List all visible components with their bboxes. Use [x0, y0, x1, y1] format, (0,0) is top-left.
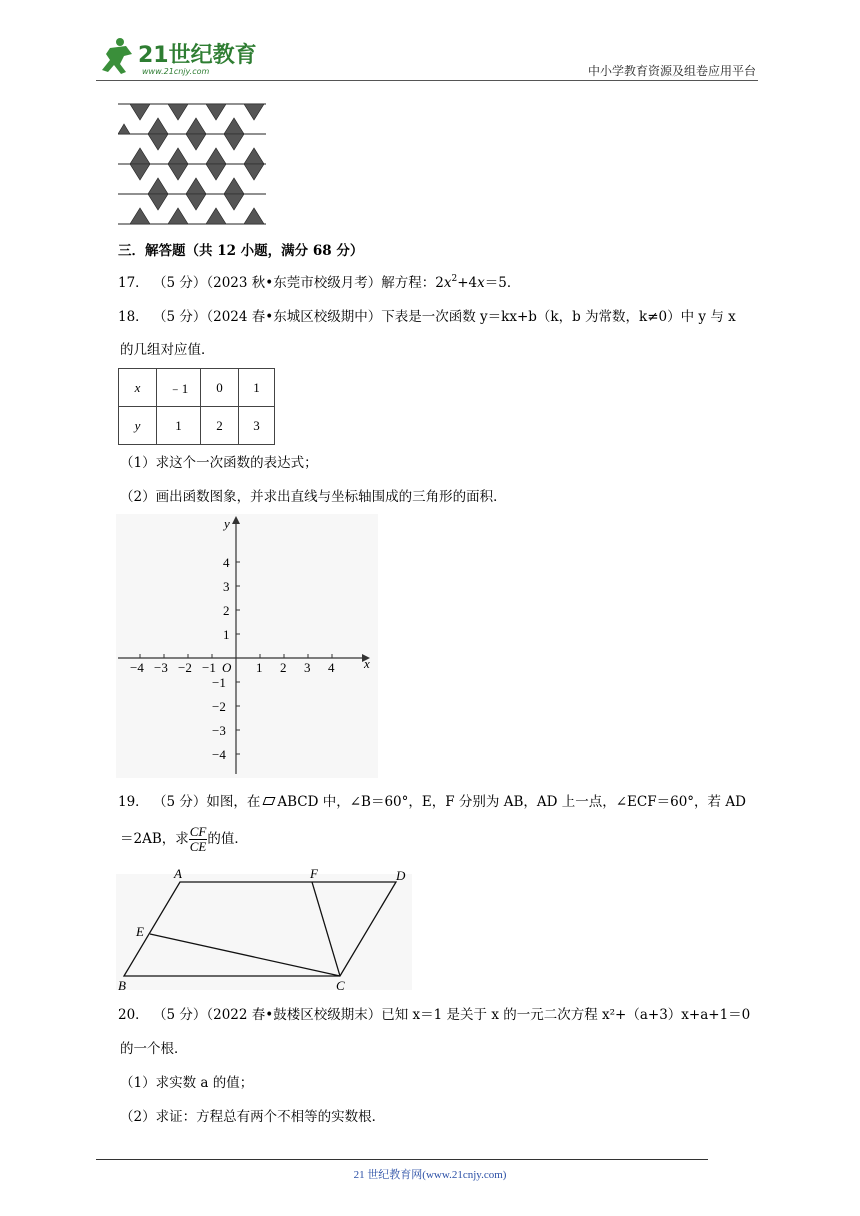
y-tick-label: −3	[212, 723, 226, 738]
origin-label: O	[222, 660, 232, 675]
coordinate-axes-figure	[116, 514, 378, 782]
q17-text-mid: +4	[457, 275, 478, 291]
q18-score: （5 分）	[152, 309, 207, 325]
footer-divider	[96, 1159, 708, 1160]
table-cell: 3	[239, 407, 275, 445]
q19-line1-b: ABCD 中，∠B＝60°，E，F 分别为 AB，AD 上一点，∠ECF＝60°，若 AD	[277, 794, 746, 810]
q19-line2-b: 的值．	[207, 831, 248, 847]
x-tick-label: −4	[130, 660, 144, 675]
y-tick-label: 2	[223, 603, 230, 618]
header-platform-text: 中小学教育资源及组卷应用平台	[587, 64, 756, 78]
q20-number: 20．	[118, 1007, 149, 1023]
q17-score: （5 分）	[152, 275, 207, 291]
point-a-label: A	[174, 866, 182, 881]
logo-wordmark: 21世纪教育	[138, 43, 256, 68]
y-tick-label: 1	[223, 627, 230, 642]
y-tick-label: −2	[212, 699, 226, 714]
table-row	[119, 369, 275, 407]
parallelogram-symbol	[263, 797, 276, 805]
q18-number: 18．	[118, 309, 149, 325]
point-e-label: E	[136, 924, 144, 939]
q18-line1: 下表是一次函数 y＝kx+b（k，b 为常数，k≠0）中 y 与 x	[381, 309, 736, 325]
y-tick-label: −1	[212, 675, 226, 690]
q18-source: （2024 春•东城区校级期中）	[206, 309, 382, 325]
parallelogram-figure	[116, 864, 416, 1000]
q20-part1: （1）求实数 a 的值；	[120, 1075, 254, 1091]
q19-number: 19．	[118, 794, 149, 810]
q18-line2: 的几组对应值．	[120, 342, 215, 358]
x-axis-label: x	[364, 656, 370, 671]
point-f-label: F	[310, 866, 318, 881]
q18-part1: （1）求这个一次函数的表达式；	[120, 455, 318, 471]
table-cell: x	[119, 369, 157, 407]
x-tick-label: 4	[328, 660, 335, 675]
question-19-line2	[120, 824, 248, 854]
logo-url: www.21cnjy.com	[142, 67, 210, 76]
table-row	[119, 407, 275, 445]
x-tick-label: −3	[154, 660, 168, 675]
q17-text-end: ＝5．	[484, 275, 521, 291]
question-20-line1	[118, 1006, 750, 1024]
q18-part2: （2）画出函数图象，并求出直线与坐标轴围成的三角形的面积．	[120, 489, 507, 505]
point-d-label: D	[396, 868, 406, 883]
q19-line1-a: 如图，在	[206, 794, 261, 810]
x-tick-label: −1	[202, 660, 216, 675]
q20-line1: 已知 x＝1 是关于 x 的一元二次方程 x²+（a+3）x+a+1＝0	[381, 1007, 751, 1023]
q17-source: （2023 秋•东莞市校级月考）	[206, 275, 382, 291]
table-cell: y	[119, 407, 157, 445]
x-tick-label: 3	[304, 660, 311, 675]
q17-var-x: x	[443, 275, 452, 291]
y-axis-label: y	[224, 516, 230, 531]
value-table	[118, 368, 275, 445]
table-cell: ﹣1	[157, 369, 201, 407]
q17-var-x2: x	[477, 275, 485, 291]
table-cell: 2	[201, 407, 239, 445]
question-19-line1	[118, 793, 746, 811]
footer-text: 21 世纪教育网(www.21cnjy.com)	[353, 1169, 507, 1181]
table-cell: 0	[201, 369, 239, 407]
question-18-line1	[118, 308, 736, 326]
x-tick-label: 1	[256, 660, 263, 675]
point-b-label: B	[118, 978, 126, 993]
q20-score: （5 分）	[152, 1007, 207, 1023]
q19-score: （5 分）	[152, 794, 207, 810]
table-cell: 1	[157, 407, 201, 445]
triangle-pattern-figure	[118, 102, 266, 230]
point-c-label: C	[336, 978, 345, 993]
y-tick-label: 3	[223, 579, 230, 594]
q20-line2: 的一个根．	[120, 1041, 188, 1057]
q20-source: （2022 春•鼓楼区校级期末）	[206, 1007, 382, 1023]
table-cell: 1	[239, 369, 275, 407]
x-tick-label: 2	[280, 660, 287, 675]
question-17: 17． （5 分）（2023 秋•东莞市校级月考）解方程：$2x^2+4x=5$．	[118, 274, 521, 291]
q17-number: 17．	[118, 275, 149, 291]
x-tick-label: −2	[178, 660, 192, 675]
y-tick-label: −4	[212, 747, 226, 762]
header-divider	[96, 80, 758, 81]
q19-line2-a: ＝2AB，求	[120, 831, 189, 847]
q20-part2: （2）求证：方程总有两个不相等的实数根．	[120, 1109, 386, 1125]
q17-text-prefix: 解方程：2	[381, 275, 444, 291]
y-tick-label: 4	[223, 555, 230, 570]
site-logo	[96, 34, 256, 78]
fraction-cf-ce: $\frac{CF}{CE}$	[189, 824, 207, 854]
section-title: 三．解答题（共 12 小题，满分 68 分）	[118, 243, 364, 259]
